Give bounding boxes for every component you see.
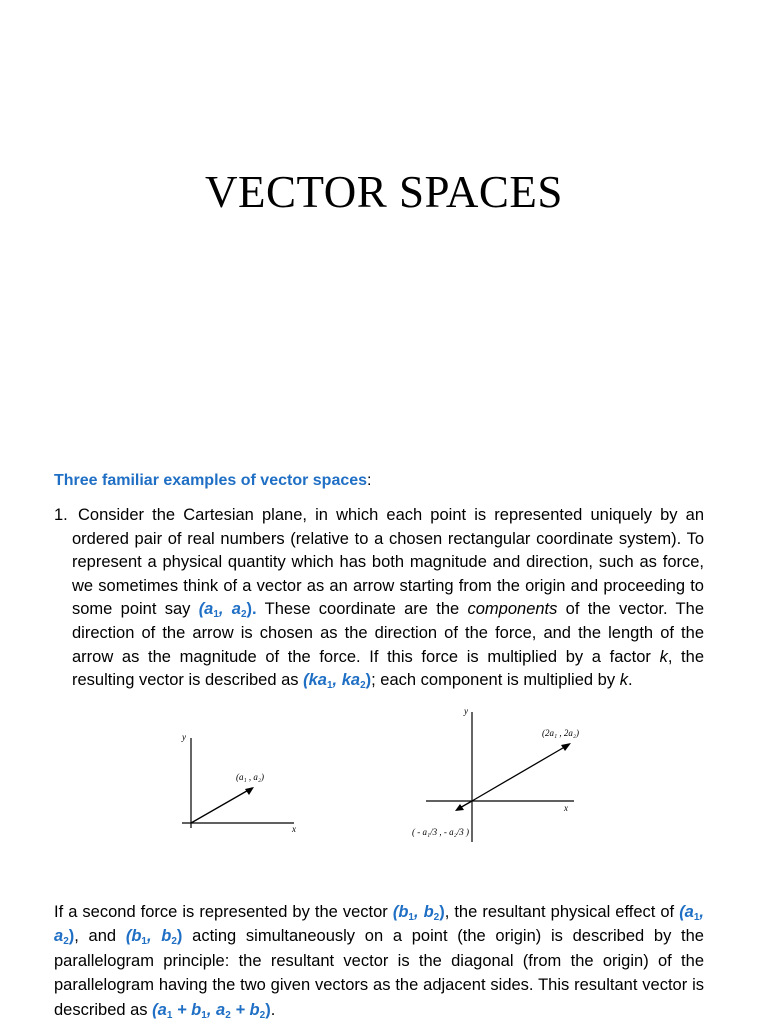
section-heading-colon: :	[367, 472, 372, 489]
vector-arrow	[191, 788, 252, 823]
item1-text-5: ; each component is multiplied by	[371, 671, 620, 690]
para2-text-3: , and	[74, 927, 126, 946]
figure-vector-scaled-svg	[410, 700, 600, 850]
vector-a-notation: ($a_1$, $a_2$).	[198, 600, 257, 621]
list-item-text	[72, 504, 704, 693]
arrow-head-2a	[561, 743, 571, 751]
factor-k-2: k	[619, 671, 628, 690]
figure-vector-a	[174, 726, 314, 838]
arrow-head-neg	[455, 804, 464, 811]
page-title: VECTOR SPACES	[205, 167, 563, 217]
item1-text-3: of the vector. The direction of the arrow is chosen as the direction of the force, and the length of the arrow as the magnitude of the force. If this force is multiplied by a factor	[72, 600, 704, 666]
factor-k: k	[659, 647, 668, 666]
para2-text-2: , the resultant physical effect of	[444, 903, 680, 921]
section-heading-text: Three familiar examples of vector spaces	[54, 472, 368, 489]
vector-sum-notation: ($a_1 + b_1$, $a_2 + b_2$)	[152, 1000, 271, 1021]
vector-b-notation-2: ($b_1$, $b_2$)	[125, 927, 183, 948]
list-item-1	[54, 504, 704, 693]
vector-b-notation: ($b_1$, $b_2$)	[392, 903, 445, 923]
arrow-head	[245, 787, 254, 795]
vector-ka-notation: ($ka_1$, $ka_2$)	[303, 671, 372, 692]
point-label: (a₁ , a₂)	[236, 772, 265, 782]
section-heading	[54, 472, 372, 490]
item1-text-4: , the resulting vector is described as	[72, 647, 704, 690]
para2-text-5: .	[270, 1000, 276, 1019]
item1-text-6: .	[627, 671, 633, 690]
paragraph-resultant	[54, 900, 704, 1022]
vector-a-notation-2: ($a_1$, $a_2$)	[54, 903, 705, 948]
y-axis-label: y	[464, 706, 468, 716]
para2-text-1: If a second force is represented by the vector	[54, 903, 393, 921]
x-axis-label: x	[292, 824, 296, 834]
point-label-2a: (2a₁ , 2a₂)	[542, 728, 580, 738]
para2-text-4: acting simultaneously on a point (the origin) is described by the parallelogram principle: the resultant vector is the diagonal (from the origin) of the parallelogram having the two given vectors as the adjacent sides. This resultant vector is described as	[54, 927, 704, 1019]
x-axis-label: x	[564, 803, 568, 813]
point-label-neg: ( - a₁/3 , - a₂/3 )	[412, 827, 469, 837]
figure-vector-a-svg	[174, 726, 314, 838]
item1-text-1: Consider the Cartesian plane, in which each point is represented uniquely by an ordered pair of real numbers (relative to a chosen rectangular coordinate system). To represent a physical quantity which has both magnitude and direction, such as force, we sometimes think of a vector as an arrow starting from the origin and proceeding to some point say	[72, 506, 704, 619]
item1-text-2: These coordinate are the	[256, 600, 468, 619]
vector-arrow-2a	[472, 745, 568, 801]
y-axis-label: y	[182, 732, 186, 742]
figure-vector-scaled	[410, 700, 600, 850]
components-term: components	[467, 600, 558, 619]
list-number: 1.	[54, 506, 68, 524]
